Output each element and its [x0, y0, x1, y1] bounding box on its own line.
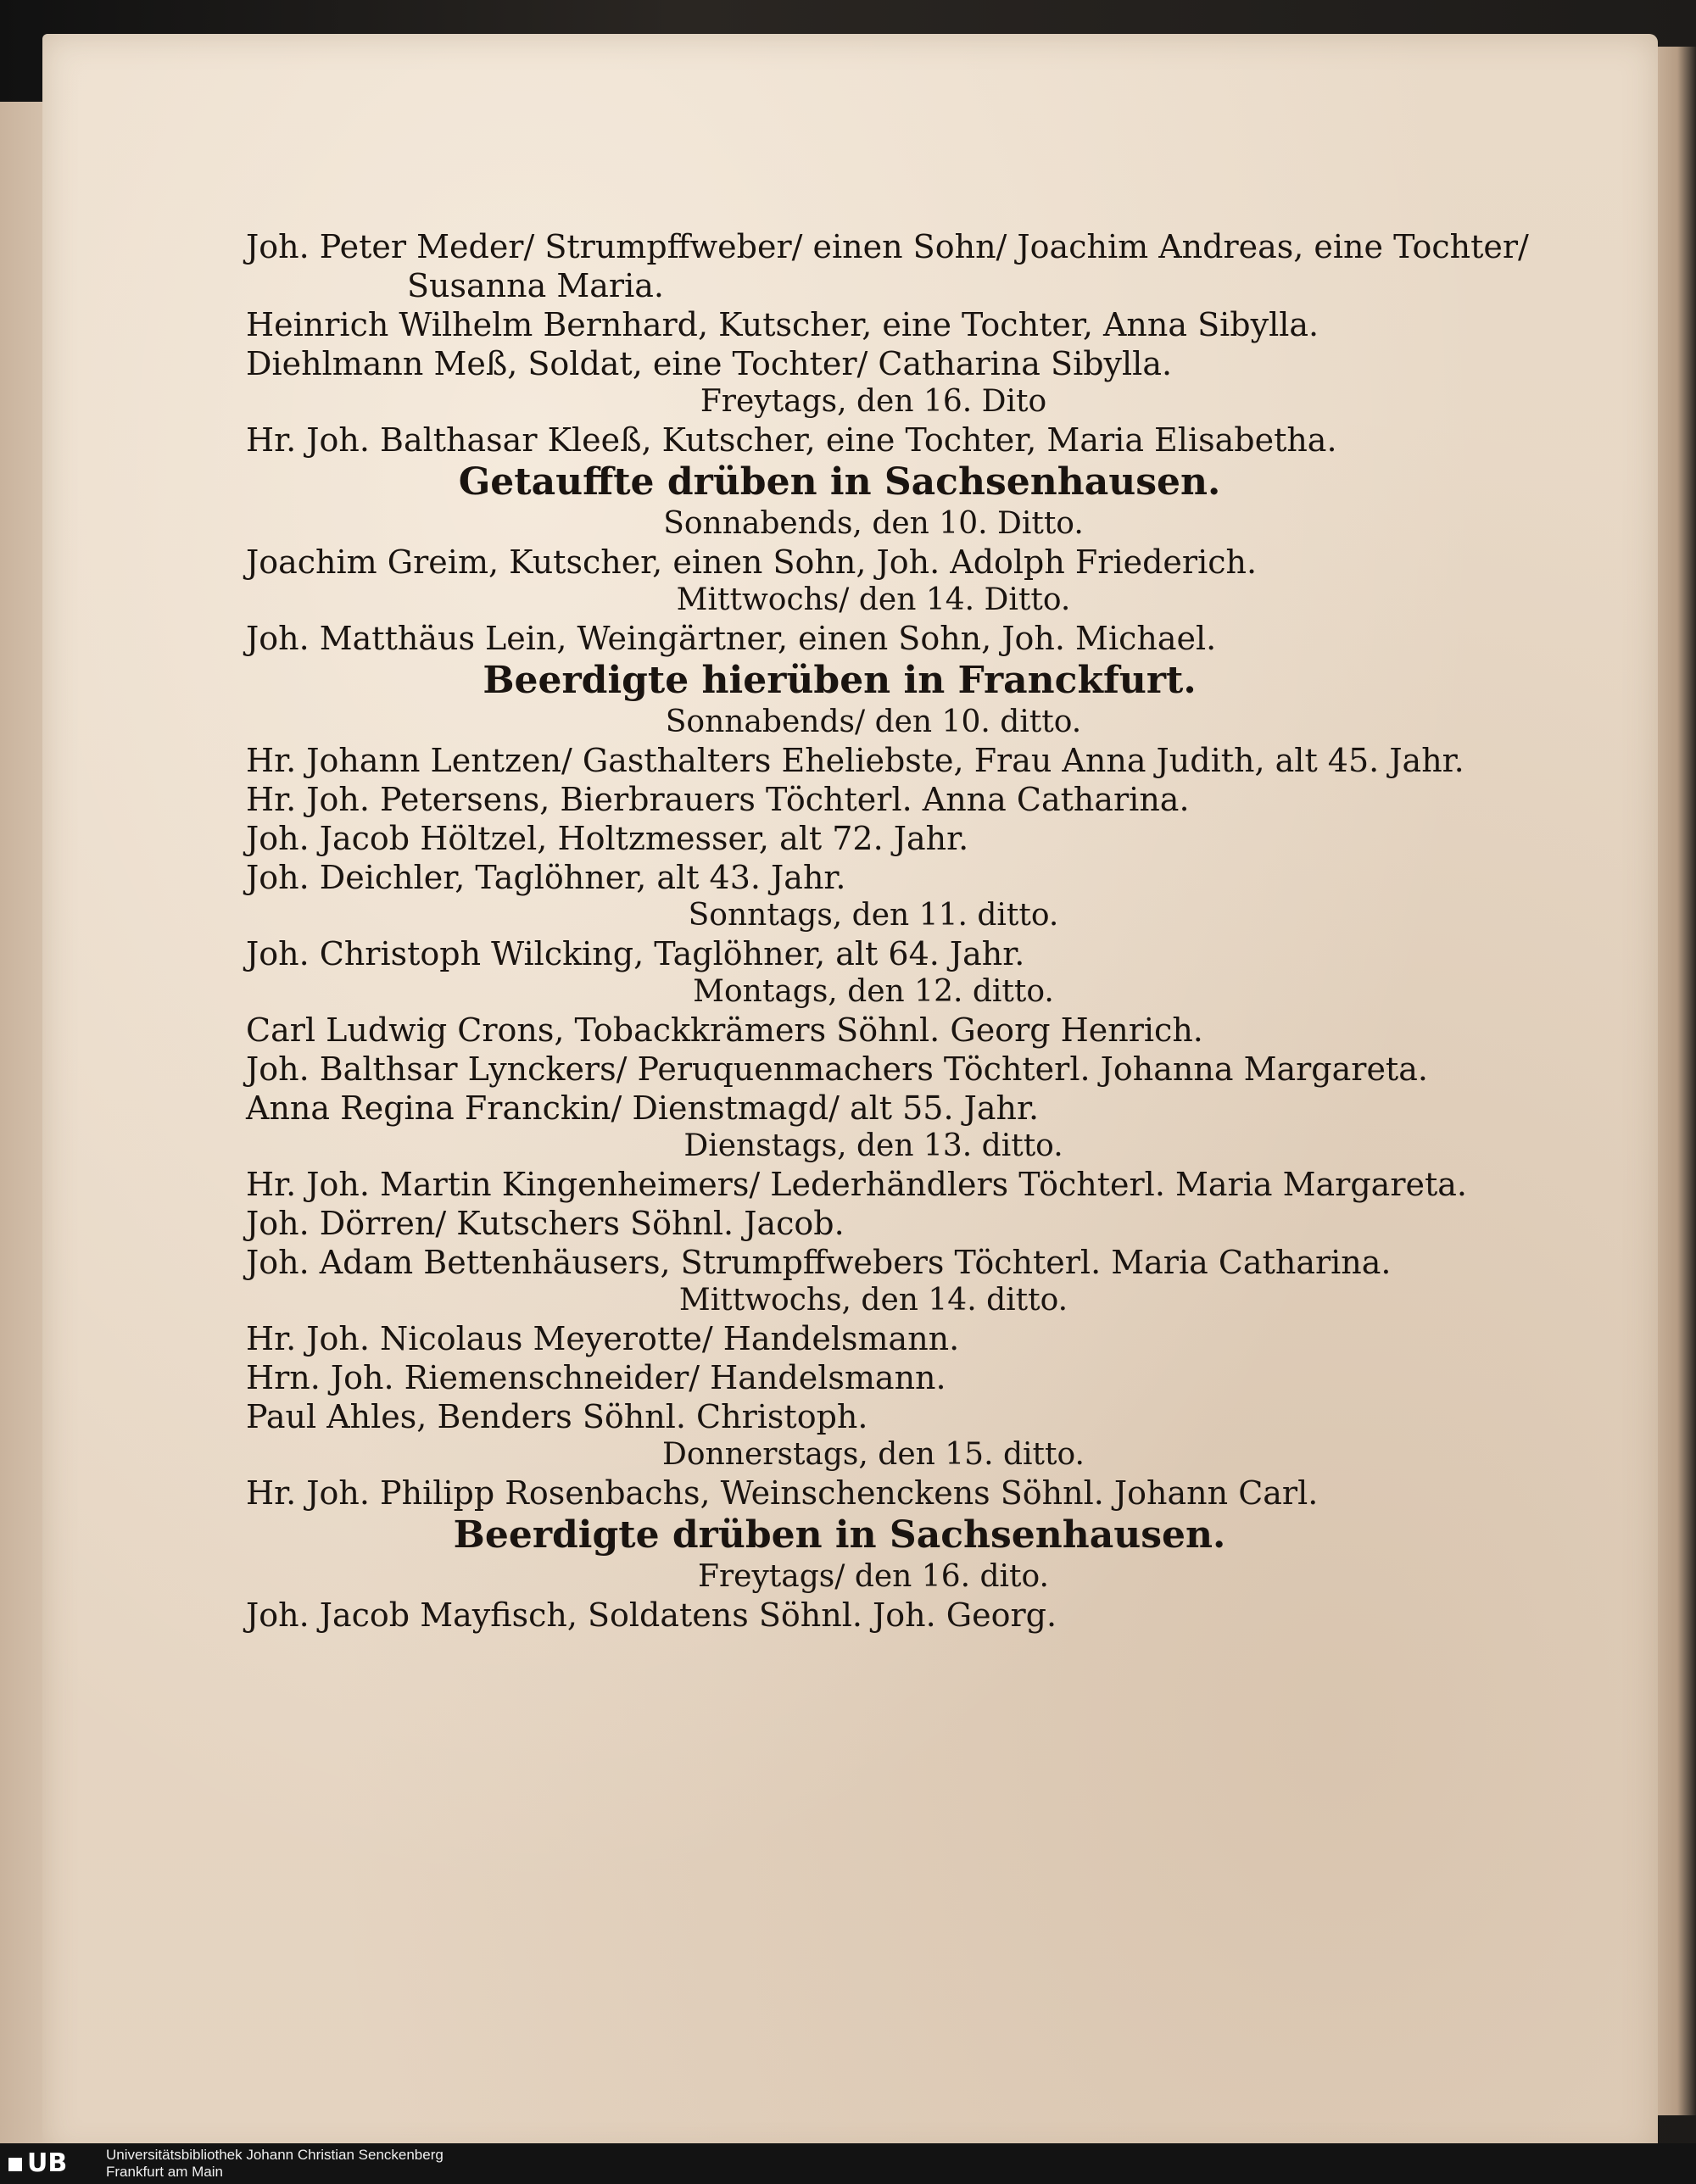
register-entry: Carl Ludwig Crons, Tobackkrämers Söhnl. Georg Henrich. [246, 1011, 1203, 1049]
register-entry: Joh. Jacob Höltzel, Holtzmesser, alt 72. Jahr. [246, 820, 969, 857]
register-entry: Joh. Matthäus Lein, Weingärtner, einen Sohn, Joh. Michael. [246, 620, 1217, 657]
section-heading: Beerdigte hierüben in Franckfurt. [483, 659, 1197, 702]
logo-text: UB [27, 2148, 68, 2178]
library-name: Universitätsbibliothek Johann Christian Senckenberg [106, 2147, 444, 2163]
date-line: Montags, den 12. ditto. [693, 974, 1054, 1009]
register-entry: Hr. Joh. Martin Kingenheimers/ Lederhändlers Töchterl. Maria Margareta. [246, 1166, 1467, 1203]
library-credit [106, 2147, 444, 2181]
library-city: Frankfurt am Main [106, 2164, 223, 2180]
date-line: Freytags/ den 16. dito. [697, 1559, 1050, 1594]
register-entry: Hr. Joh. Balthasar Kleeß, Kutscher, eine Tochter, Maria Elisabetha. [246, 421, 1337, 459]
logo-square-icon [8, 2158, 22, 2171]
section-heading: Getauffte drüben in Sachsenhausen. [458, 460, 1221, 504]
register-entry: Joh. Adam Bettenhäusers, Strumpffwebers Töchterl. Maria Catharina. [246, 1244, 1392, 1281]
register-text [246, 227, 1529, 1635]
register-entry: Joh. Jacob Mayfisch, Soldatens Söhnl. Joh. Georg. [246, 1596, 1057, 1634]
date-line: Sonnabends, den 10. Ditto. [663, 506, 1084, 541]
register-entry: Joh. Balthsar Lynckers/ Peruquenmachers Töchterl. Johanna Margareta. [246, 1050, 1428, 1088]
entry-continuation: Susanna Maria. [407, 267, 664, 304]
date-line: Mittwochs/ den 14. Ditto. [676, 582, 1071, 617]
register-entry: Hr. Joh. Nicolaus Meyerotte/ Handelsmann. [246, 1320, 960, 1357]
register-entry: Heinrich Wilhelm Bernhard, Kutscher, eine Tochter, Anna Sibylla. [246, 306, 1319, 343]
register-entry: Hr. Johann Lentzen/ Gasthalters Eheliebste, Frau Anna Judith, alt 45. Jahr. [246, 742, 1464, 779]
register-entry: Joachim Greim, Kutscher, einen Sohn, Joh. Adolph Friederich. [246, 543, 1258, 581]
date-line: Freytags, den 16. Dito [700, 384, 1047, 419]
register-entry: Hrn. Joh. Riemenschneider/ Handelsmann. [246, 1359, 946, 1396]
register-entry: Joh. Deichler, Taglöhner, alt 43. Jahr. [246, 859, 846, 896]
register-entry: Hr. Joh. Petersens, Bierbrauers Töchterl. Anna Catharina. [246, 781, 1190, 818]
register-entry: Paul Ahles, Benders Söhnl. Christoph. [246, 1398, 868, 1435]
date-line: Mittwochs, den 14. ditto. [678, 1283, 1068, 1318]
register-entry: Joh. Peter Meder/ Strumpffweber/ einen Sohn/ Joachim Andreas, eine Tochter/ [246, 228, 1529, 265]
section-heading: Beerdigte drüben in Sachsenhausen. [453, 1513, 1226, 1557]
date-line: Sonntags, den 11. ditto. [688, 898, 1059, 933]
register-entry: Hr. Joh. Philipp Rosenbachs, Weinschenckens Söhnl. Johann Carl. [246, 1474, 1319, 1512]
date-line: Sonnabends/ den 10. ditto. [665, 705, 1082, 739]
register-entry: Diehlmann Meß, Soldat, eine Tochter/ Catharina Sibylla. [246, 345, 1173, 382]
date-line: Dienstags, den 13. ditto. [683, 1128, 1063, 1163]
register-entry: Joh. Christoph Wilcking, Taglöhner, alt 64. Jahr. [246, 935, 1025, 972]
register-entry: Anna Regina Franckin/ Dienstmagd/ alt 55. Jahr. [246, 1089, 1040, 1127]
library-logo [8, 2147, 102, 2181]
date-line: Donnerstags, den 15. ditto. [662, 1437, 1085, 1472]
register-entry: Joh. Dörren/ Kutschers Söhnl. Jacob. [246, 1205, 845, 1242]
